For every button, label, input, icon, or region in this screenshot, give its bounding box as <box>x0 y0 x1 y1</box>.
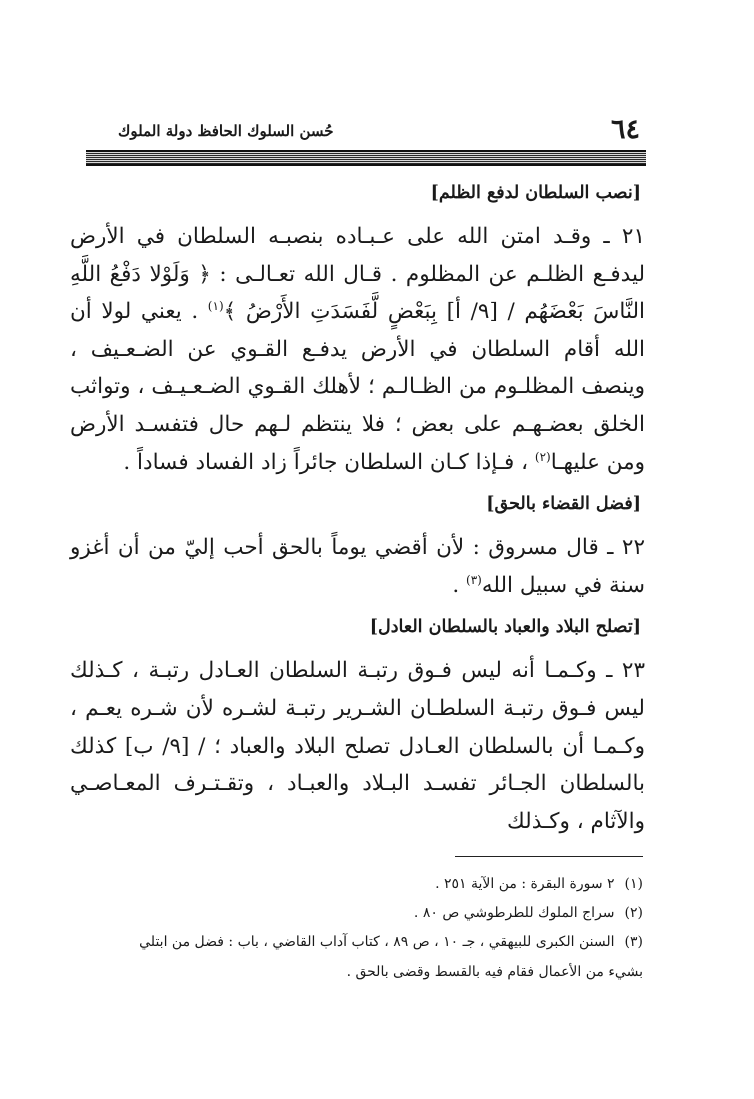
footnote-separator <box>455 856 643 857</box>
main-text <box>70 176 645 846</box>
footnotes <box>76 870 643 987</box>
section-heading-3: [تصلح البلاد والعباد بالسلطان العادل] <box>369 617 641 638</box>
footnote-1: (١)٢ سورة البقرة : من الآية ٢٥١ . <box>435 876 643 892</box>
running-head <box>92 112 646 146</box>
paragraph-22: ٢٢ ـ قال مسروق : لأن أقضي يوماً بالحق أحب إليّ من أن أغزو سنة في سبيل الله$^{(٣)}$ . <box>70 535 645 598</box>
paragraph-23: ٢٣ ـ وكـمـا أنه ليس فـوق رتبـة السلطان العـادل رتبـة ، كـذلك ليس فـوق رتبـة السلطـان الشـرير رتبـة لشـره لأن شـره يعـم ، وكـمـا أن بالسلطان العـادل تصلح البلاد والعباد ؛ / [٩/ ب] كذلك بالسلطان الجـائر تفسـد البـلاد والعبـاد ، وتقـتـرف المعـاصـي والآثام ، وكـذلك <box>70 658 645 834</box>
section-heading-2: [فضل القضاء بالحق] <box>486 494 641 515</box>
page-number: ٦٤ <box>610 114 640 145</box>
header-rule <box>86 150 646 166</box>
footnote-3-continuation: بشيء من الأعمال فقام فيه بالقسط وقضى بالحق . <box>346 964 643 980</box>
section-heading-1: [نصب السلطان لدفع الظلم] <box>430 183 641 203</box>
footnote-ref-3: (٣) <box>466 572 482 587</box>
footnote-ref-1: (١) <box>207 299 224 314</box>
footnote-3: (٣)السنن الكبرى للبيهقي ، جـ ١٠ ، ص ٨٩ ، كتاب آداب القاضي ، باب : فضل من ابتلي <box>139 934 643 950</box>
book-title: حُسن السلوك الحافظ دولة الملوك <box>118 122 334 140</box>
footnote-2: (٢)سراج الملوك للطرطوشي ص ٨٠ . <box>413 905 643 921</box>
footnote-ref-2: (٢) <box>534 449 551 464</box>
paragraph-21: ٢١ ـ وقـد امتن الله على عـبـاده بنصبـه السلطان في الأرض ليدفـع الظلـم عن المظلوم . قـال الله تعـالـى : ﴿ وَلَوْلا دَفْعُ اللَّهِ النَّاسَ بَعْضَهُم / [٩/ أ] بِبَعْضٍ لَّفَسَدَتِ الأَرْضُ ﴾$^{(١)}$ . يعني لولا أن الله أقام السلطان في الأرض يدفـع القـوي عن الضـعـيف ، وينصف المظلـوم من الظـالـم ؛ لأهلك القـوي الضـعـيـف ، وتواثب الخلق بعضـهـم على بعض ؛ فلا ينتظم لـهم حال فتفسـد الأرض ومن عليهـا$^{(٢)}$ ، فـإذا كـان السلطان جائراً زاد الفساد فساداً . <box>70 224 645 475</box>
